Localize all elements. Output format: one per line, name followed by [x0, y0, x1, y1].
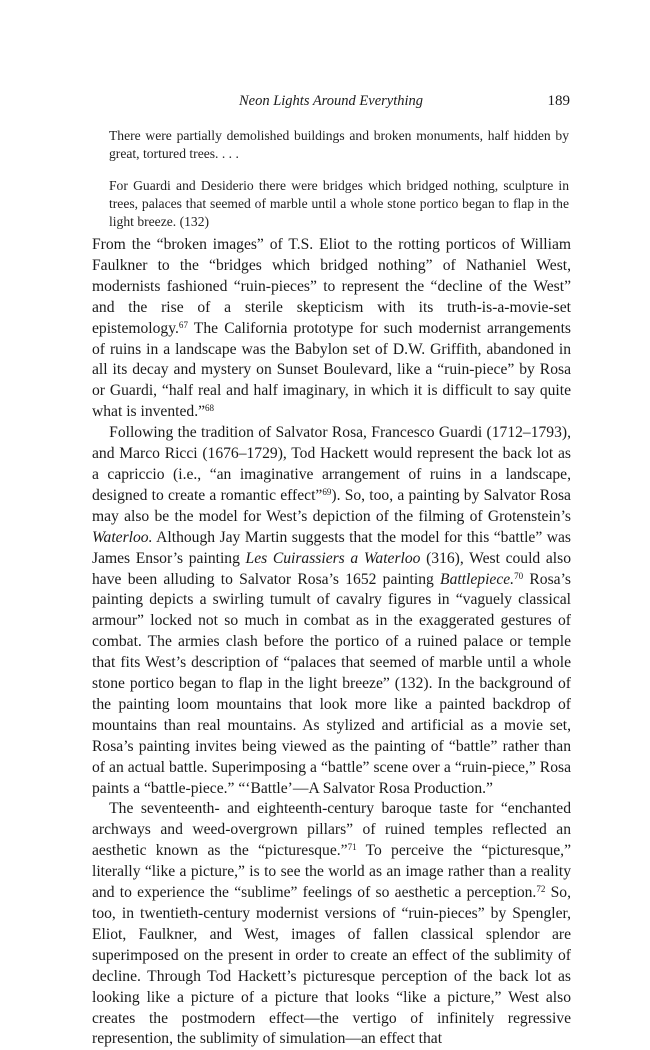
- footnote-ref[interactable]: 68: [205, 403, 215, 414]
- block-quote: [109, 127, 569, 163]
- paragraph-text: To perceive the “picturesque,” literally “like a picture,” is to see the world as an image rather than a reality and to experience the “sublime” feelings of so aesthetic a perception.: [92, 842, 571, 902]
- paragraph-text: The California prototype for such modernist arrangements of ruins in a landscape was the Babylon set of D.W. Griffith, abandoned in all its decay and mystery on Sunset Boulevard, like a “ruin-piece” by Rosa or Guardi, “half real and half imaginary, in which it is difficult to say quite what is invented.”: [92, 319, 571, 421]
- block-quote: [109, 177, 569, 231]
- paragraph-text: From the “broken images” of T.S. Eliot to the rotting porticos of William Faulkner to the “bridges which bridged nothing” of Nathaniel West, modernists fashioned “ruin-pieces” to represent the “decline of the West” and the rise of a sterile skepticism with its truth-is-a-movie-set epistemology.: [92, 236, 571, 337]
- paragraph-text: (316), West could also have been alluding to Salvator Rosa’s 1652 painting: [92, 549, 571, 588]
- italic-title: Waterloo.: [92, 528, 153, 546]
- footnote-ref[interactable]: 69: [322, 486, 332, 497]
- paragraph-text: So, too, in twentieth-century modernist versions of “ruin-pieces” by Spengler, Eliot, Faulkner, and West, images of fallen classical splendor are superimposed on the present in order to create an effect of the sublimity of decline. Through Tod Hackett’s picturesque perception of the back lot as looking like a picture of a picture that looks “like a picture,” West also creates the postmodern effect—the vertigo of infinitely regressive represention, the sublimity of simulation—an effect that: [92, 884, 571, 1048]
- page-number: 189: [547, 93, 570, 109]
- footnote-ref[interactable]: 71: [347, 842, 357, 853]
- footnote-ref[interactable]: 67: [178, 319, 188, 330]
- italic-title: Battlepiece.: [440, 570, 515, 588]
- paragraph-text: ). So, too, a painting by Salvator Rosa may also be the model for West’s depiction of the filming of Grotenstein’s: [92, 486, 571, 525]
- paragraph-text: Following the tradition of Salvator Rosa, Francesco Guardi (1712–1793), and Marco Ricci (1676–1729), Tod Hackett would represent the back lot as a capriccio (i.e., “an imaginative arrangement of ruins in a landscape, designed to create a romantic effect”: [92, 424, 571, 504]
- paragraph-text: Rosa’s painting depicts a swirling tumult of cavalry figures in “vaguely classical armour” locked not so much in combat as in the exaggerated gestures of combat. The armies clash before the portico of a ruined palace or temple that fits West’s description of “palaces that seemed of marble until a whole stone portico began to flap in the light breeze” (132). In the background of the painting loom mountains that look more like a painted backdrop of mountains than real mountains. As stylized and artificial as a movie set, Rosa’s painting invites being viewed as the painting of “battle” rather than of an actual battle. Superimposing a “battle” scene over a “ruin-piece,” Rosa paints a “battle-piece.” “‘Battle’—A Salvator Rosa Production.”: [92, 570, 571, 797]
- paragraph: [92, 235, 571, 423]
- block-quote-text: There were partially demolished buildings and broken monuments, half hidden by great, tortured trees. . . .: [109, 128, 569, 161]
- block-quote-text: For Guardi and Desiderio there were bridges which bridged nothing, sculpture in trees, palaces that seemed of marble until a whole stone portico began to flap in the light breeze. (132): [109, 178, 569, 229]
- footnote-ref[interactable]: 72: [536, 884, 546, 895]
- paragraph-text: Although Jay Martin suggests that the model for this “battle” was James Ensor’s painting: [92, 528, 571, 567]
- paragraph-text: The seventeenth- and eighteenth-century baroque taste for “enchanted archways and weed-overgrown pillars” of ruined temples reflected an aesthetic known as the “picturesque.”: [92, 800, 571, 860]
- body-text: [92, 235, 571, 1050]
- italic-title: Les Cuirassiers a Waterloo: [245, 549, 421, 567]
- paragraph: [92, 423, 571, 799]
- paragraph: [92, 799, 571, 1050]
- footnote-ref[interactable]: 70: [514, 570, 524, 581]
- running-head: [92, 93, 570, 115]
- running-title: Neon Lights Around Everything: [238, 93, 424, 109]
